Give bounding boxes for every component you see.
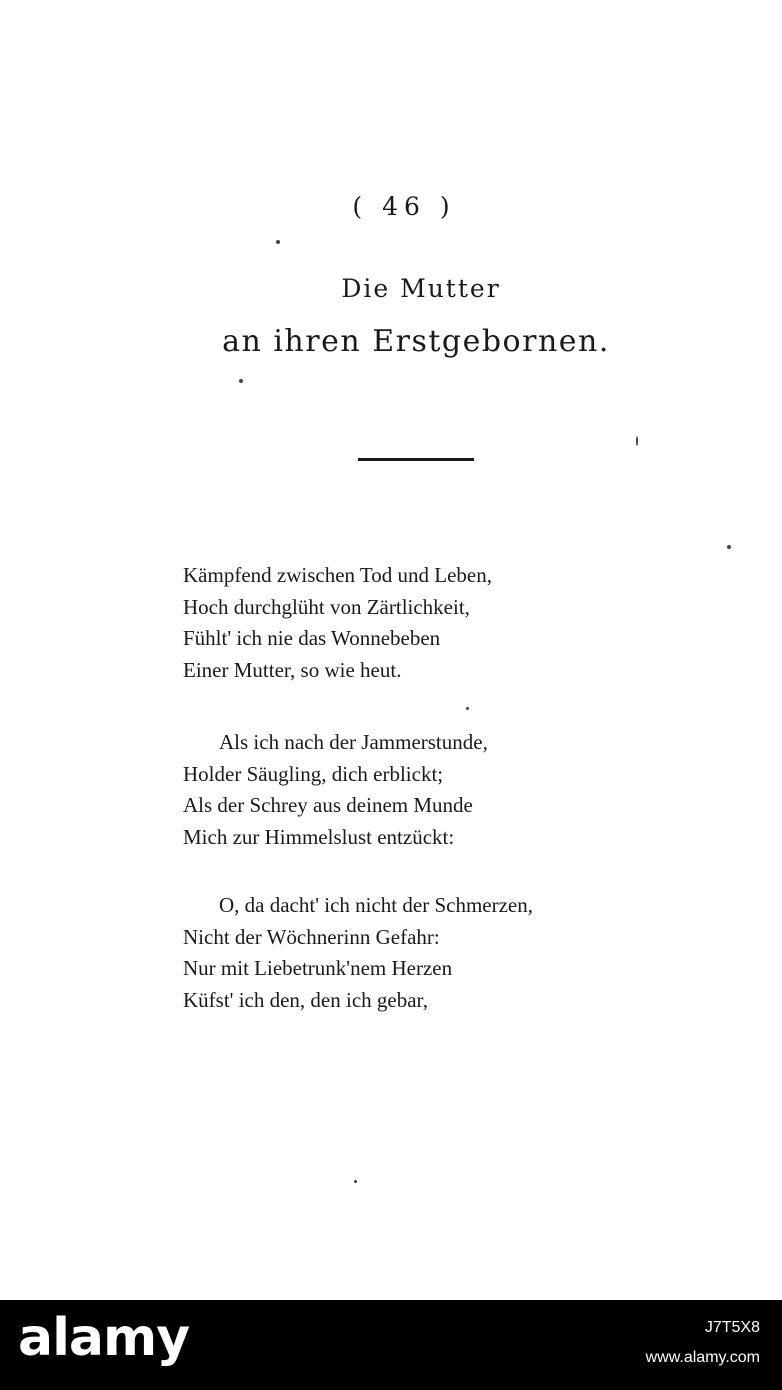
verse-line: Kämpfend zwischen Tod und Leben, — [183, 563, 492, 587]
verse-line: Als ich nach der Jammerstunde, — [219, 730, 488, 754]
poem-title-line-1: Die Mutter — [341, 274, 501, 303]
verse-line: Fühlt' ich nie das Wonnebeben — [183, 626, 441, 650]
image-id: J7T5X8 — [704, 1319, 760, 1336]
watermark-banner — [0, 1300, 782, 1390]
page-number: ( 46 ) — [352, 192, 456, 221]
verse-line: O, da dacht' ich nicht der Schmerzen, — [219, 893, 533, 917]
verse-line: Nicht der Wöchnerinn Gefahr: — [183, 924, 440, 949]
print-speck — [239, 379, 243, 383]
print-speck — [466, 707, 469, 710]
stanza-2 — [183, 727, 683, 853]
verse-line: Als der Schrey aus deinem Munde — [183, 793, 473, 817]
print-speck — [727, 545, 731, 549]
verse-line: Hoch durchglüht von Zärtlichkeit, — [183, 594, 470, 619]
verse-line: Küfst' ich den, den ich gebar, — [183, 987, 428, 1012]
verse-line: Mich zur Himmelslust entzückt: — [183, 824, 455, 849]
print-speck — [276, 240, 280, 244]
print-speck — [354, 1180, 357, 1183]
brand-logo: alamy — [18, 1308, 190, 1368]
stanza-1 — [183, 560, 683, 686]
site-url: www.alamy.com — [645, 1349, 760, 1366]
stanza-3 — [183, 890, 683, 1016]
title-divider — [358, 458, 474, 461]
verse-line: Holder Säugling, dich erblickt; — [183, 761, 444, 786]
poem-title-line-2: an ihren Erstgebornen. — [222, 324, 610, 359]
print-speck — [636, 436, 638, 446]
verse-line: Einer Mutter, so wie heut. — [183, 657, 402, 682]
verse-line: Nur mit Liebetrunk'nem Herzen — [183, 956, 453, 980]
